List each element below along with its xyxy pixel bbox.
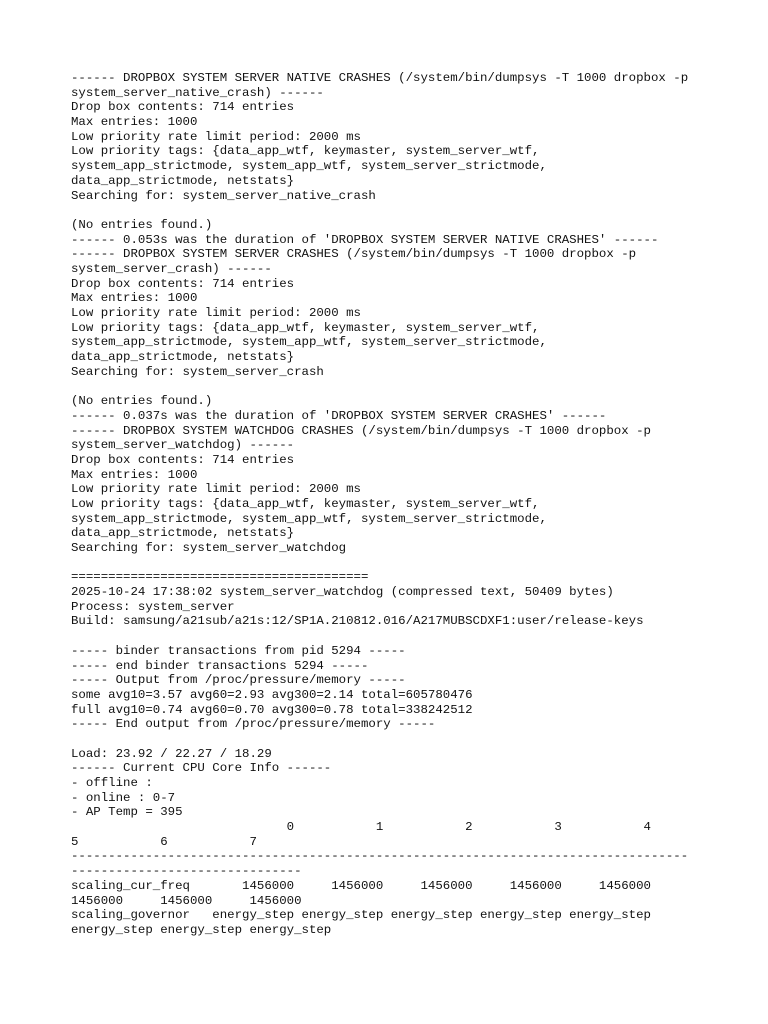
log-line — [71, 379, 711, 394]
log-line: 0 1 2 3 4 — [71, 820, 651, 835]
log-line: - AP Temp = 395 — [71, 805, 183, 820]
log-line: data_app_strictmode, netstats} — [71, 173, 295, 188]
log-line: ------ DROPBOX SYSTEM SERVER CRASHES (/system/bin/dumpsys -T 1000 dropbox -p — [71, 247, 637, 262]
log-line: system_server_native_crash) ------ — [71, 85, 324, 100]
log-line: scaling_cur_freq 1456000 1456000 1456000 1456000 1456000 — [71, 878, 651, 893]
log-line: Low priority rate limit period: 2000 ms — [71, 306, 361, 320]
log-line: some avg10=3.57 avg60=2.93 avg300=2.14 total=605780476 — [71, 687, 473, 702]
log-line: ----- end binder transactions 5294 ----- — [71, 658, 369, 673]
log-line: Max entries: 1000 — [71, 115, 198, 130]
log-line: Searching for: system_server_crash — [71, 364, 324, 379]
log-line: data_app_strictmode, netstats} — [71, 350, 295, 365]
log-line: system_app_strictmode, system_app_wtf, system_server_strictmode, — [71, 335, 547, 350]
log-line: full avg10=0.74 avg60=0.70 avg300=0.78 total=338242512 — [71, 702, 473, 717]
log-line: ------ DROPBOX SYSTEM SERVER NATIVE CRASHES (/system/bin/dumpsys -T 1000 dropbox -p — [71, 71, 689, 85]
log-line: Low priority rate limit period: 2000 ms — [71, 129, 361, 144]
log-line: Drop box contents: 714 entries — [71, 100, 295, 115]
log-line: ----------------------------------------------------------------------------------- — [71, 849, 689, 864]
log-line: ----- Output from /proc/pressure/memory ----- — [71, 673, 406, 688]
log-line: ------ DROPBOX SYSTEM WATCHDOG CRASHES (/system/bin/dumpsys -T 1000 dropbox -p — [71, 423, 651, 438]
log-line: Low priority tags: {data_app_wtf, keymaster, system_server_wtf, — [71, 320, 540, 335]
log-line: system_app_strictmode, system_app_wtf, system_server_strictmode, — [71, 511, 547, 526]
log-line: Drop box contents: 714 entries — [71, 452, 295, 467]
log-line: system_server_crash) ------ — [71, 261, 272, 276]
log-line: Max entries: 1000 — [71, 291, 198, 306]
log-line: 2025-10-24 17:38:02 system_server_watchdog (compressed text, 50409 bytes) — [71, 585, 614, 600]
log-line — [71, 732, 711, 747]
log-line: ------ Current CPU Core Info ------ — [71, 761, 332, 776]
dumpsys-log-text — [71, 71, 711, 938]
log-line: 1456000 1456000 1456000 — [71, 893, 302, 908]
log-line: Searching for: system_server_native_crash — [71, 188, 376, 203]
log-line: Low priority tags: {data_app_wtf, keymaster, system_server_wtf, — [71, 496, 540, 511]
log-line: 5 6 7 — [71, 834, 257, 849]
log-line: system_app_strictmode, system_app_wtf, system_server_strictmode, — [71, 159, 547, 174]
log-line: (No entries found.) — [71, 394, 213, 409]
log-line: data_app_strictmode, netstats} — [71, 526, 295, 541]
log-line — [71, 629, 711, 644]
log-line: Low priority rate limit period: 2000 ms — [71, 482, 361, 497]
log-line: (No entries found.) — [71, 217, 213, 232]
log-line: Load: 23.92 / 22.27 / 18.29 — [71, 746, 272, 761]
log-line: energy_step energy_step energy_step — [71, 922, 332, 937]
log-line: ======================================== — [71, 570, 369, 585]
log-line: system_server_watchdog) ------ — [71, 438, 295, 453]
log-line: ------ 0.053s was the duration of 'DROPBOX SYSTEM SERVER NATIVE CRASHES' ------ — [71, 232, 659, 247]
log-line: - online : 0-7 — [71, 790, 176, 805]
log-line: Max entries: 1000 — [71, 467, 198, 482]
log-line: ------ 0.037s was the duration of 'DROPBOX SYSTEM SERVER CRASHES' ------ — [71, 408, 607, 423]
log-line: ----- binder transactions from pid 5294 ----- — [71, 643, 406, 658]
log-line: ------------------------------- — [71, 864, 302, 879]
log-line: Searching for: system_server_watchdog — [71, 541, 347, 555]
log-line: scaling_governor energy_step energy_step energy_step energy_step energy_step — [71, 908, 651, 923]
log-line: - offline : — [71, 776, 153, 790]
log-line: Process: system_server — [71, 599, 235, 614]
log-line: Build: samsung/a21sub/a21s:12/SP1A.210812.016/A217MUBSCDXF1:user/release-keys — [71, 614, 644, 629]
log-line: Low priority tags: {data_app_wtf, keymaster, system_server_wtf, — [71, 144, 540, 159]
log-line — [71, 203, 711, 218]
log-line: ----- End output from /proc/pressure/memory ----- — [71, 717, 436, 732]
log-line — [71, 556, 711, 571]
log-line: Drop box contents: 714 entries — [71, 276, 295, 291]
